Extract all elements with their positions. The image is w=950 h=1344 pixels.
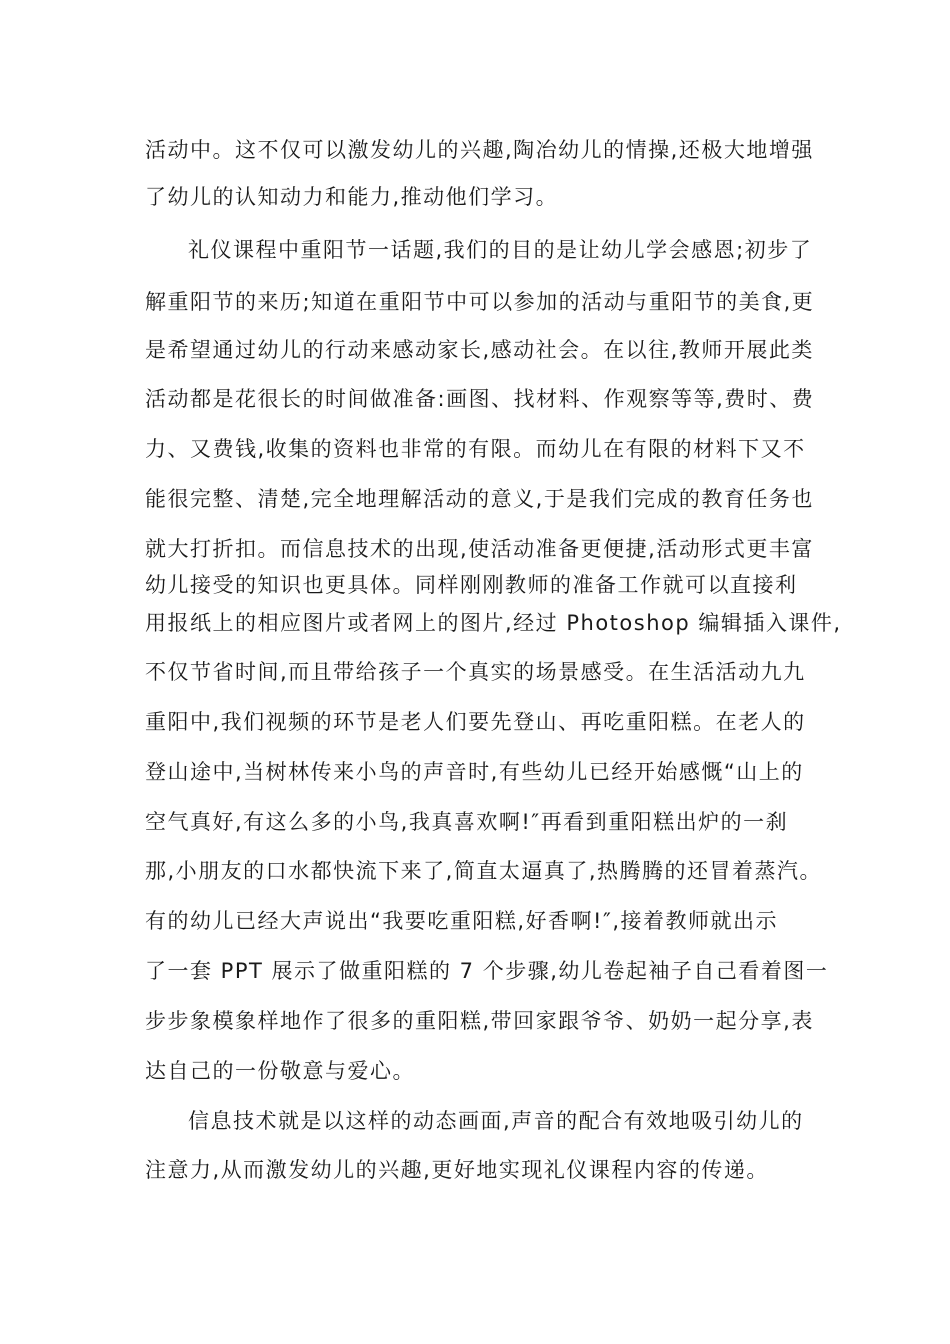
text-line-12: 不仅节省时间,而且带给孩子一个真实的场景感受。在生活活动九九 (145, 660, 806, 684)
text-line-7: 力、又费钱,收集的资料也非常的有限。而幼儿在有限的材料下又不 (145, 437, 806, 461)
text-line-16: 那,小朋友的口水都快流下来了,简直太逼真了,热腾腾的还冒着蒸汽。 (145, 859, 823, 883)
text-line-11: 用报纸上的相应图片或者网上的图片,经过 Photoshop 编辑插入课件, (145, 611, 842, 635)
text-line-3: 礼仪课程中重阳节一话题,我们的目的是让幼儿学会感恩;初步了 (188, 238, 813, 262)
text-line-2: 了幼儿的认知动力和能力,推动他们学习。 (145, 185, 559, 209)
text-line-20: 达自己的一份敬意与爱心。 (145, 1059, 415, 1083)
text-line-9: 就大打折扣。而信息技术的出现,使活动准备更便捷,活动形式更丰富 (145, 537, 814, 561)
text-line-22: 注意力,从而激发幼儿的兴趣,更好地实现礼仪课程内容的传递。 (145, 1158, 769, 1182)
text-line-15: 空气真好,有这么多的小鸟,我真喜欢啊!″再看到重阳糕出炉的一刹 (145, 810, 789, 834)
text-line-14: 登山途中,当树林传来小鸟的声音时,有些幼儿已经开始感慨“山上的 (145, 760, 804, 784)
text-line-1: 活动中。这不仅可以激发幼儿的兴趣,陶冶幼儿的情操,还极大地增强 (145, 138, 814, 162)
text-line-10: 幼儿接受的知识也更具体。同样刚刚教师的准备工作就可以直接利 (145, 573, 798, 597)
text-line-13: 重阳中,我们视频的环节是老人们要先登山、再吃重阳糕。在老人的 (145, 710, 806, 734)
text-line-17: 有的幼儿已经大声说出“我要吃重阳糕,好香啊!″,接着教师就出示 (145, 909, 778, 933)
text-line-8: 能很完整、清楚,完全地理解活动的意义,于是我们完成的教育任务也 (145, 487, 814, 511)
text-line-5: 是希望通过幼儿的行动来感动家长,感动社会。在以往,教师开展此类 (145, 338, 814, 362)
text-line-21: 信息技术就是以这样的动态画面,声音的配合有效地吸引幼儿的 (188, 1109, 804, 1133)
text-line-18: 了一套 PPT 展示了做重阳糕的 7 个步骤,幼儿卷起袖子自己看着图一 (145, 959, 829, 983)
text-line-19: 步步象模象样地作了很多的重阳糕,带回家跟爷爷、奶奶一起分享,表 (145, 1009, 814, 1033)
text-line-4: 解重阳节的来历;知道在重阳节中可以参加的活动与重阳节的美食,更 (145, 290, 815, 314)
text-line-6: 活动都是花很长的时间做准备:画图、找材料、作观察等等,费时、费 (145, 387, 815, 411)
